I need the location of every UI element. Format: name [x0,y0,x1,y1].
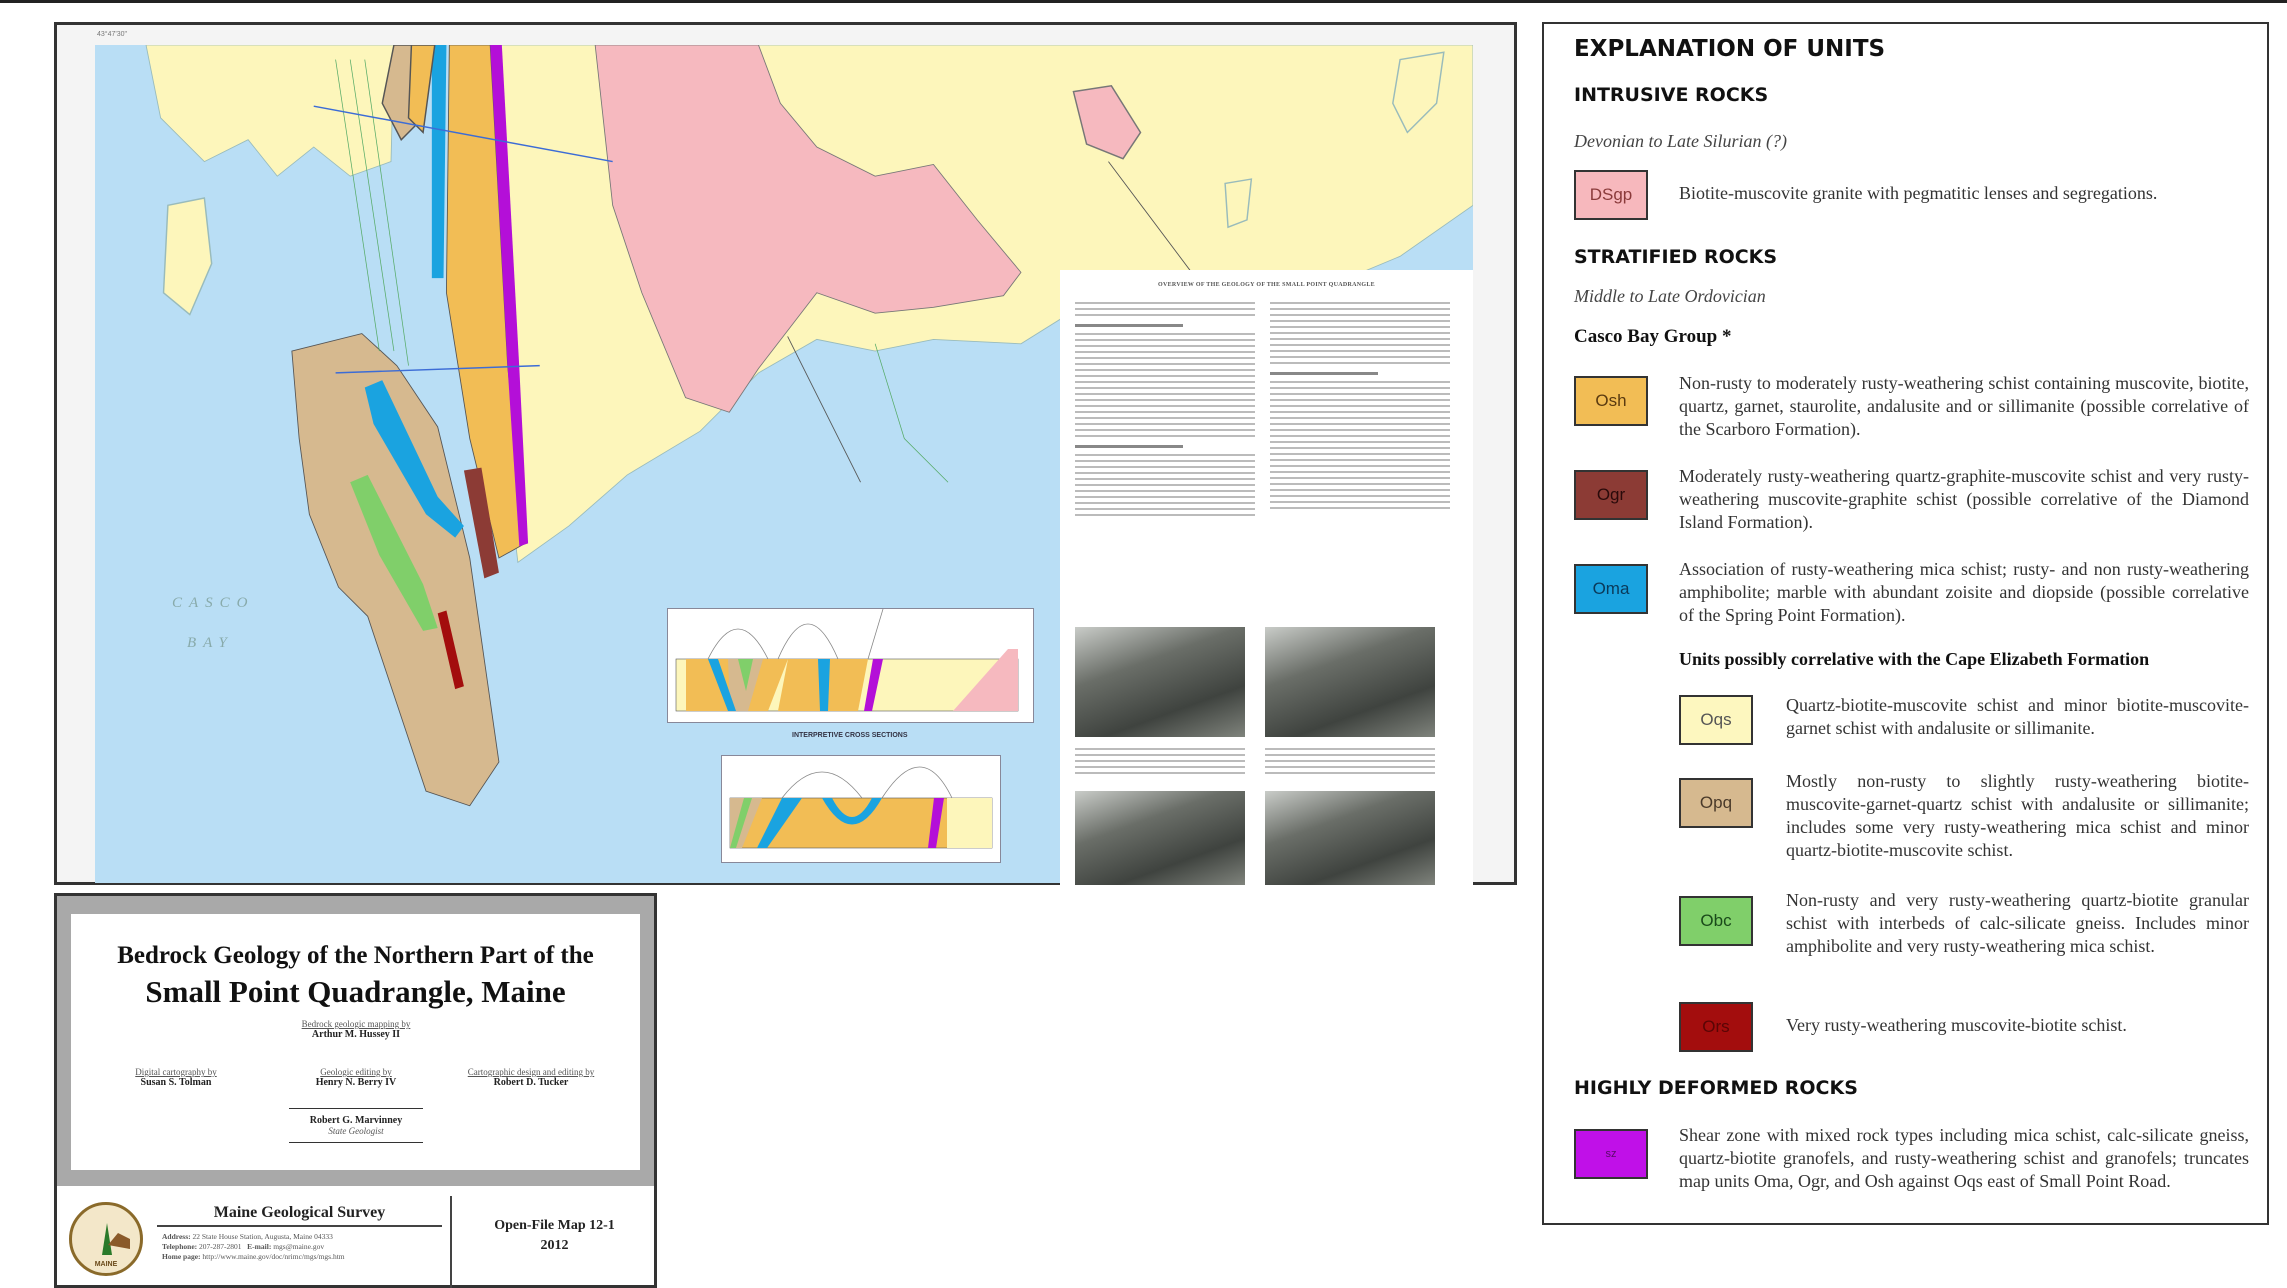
telephone-label: Telephone: [162,1242,198,1251]
swatch-ogr: Ogr [1574,470,1648,520]
explanation-of-units [1542,22,2269,1225]
unit-description-ors: Very rusty-weathering muscovite-biotite schist. [1786,1015,2127,1035]
text-column-left [1075,298,1255,520]
island [1225,179,1251,227]
stratified-heading: STRATIFIED ROCKS [1574,246,1778,268]
credit-name: Robert D. Tucker [493,1077,569,1088]
unit-description-ogr: Moderately rusty-weathering quartz-graphite-muscovite schist and very rusty-weathering muscovite-graphite schist (possible correlative of the Diamond Island Formation). [1679,466,2249,532]
bay-label: BAY [187,635,234,651]
intrusive-age: Devonian to Late Silurian (?) [1574,131,1787,151]
swatch-ors: Ors [1679,1002,1753,1052]
swatch-obc: Obc [1679,896,1753,946]
email-label: E-mail: [247,1242,272,1251]
geologist-name: Robert G. Marvinney [309,1115,403,1126]
agency-contact [162,1232,345,1262]
outcrop-photo-3[interactable] [1075,791,1245,885]
coordinate-tick: 43°47'30" [97,31,127,38]
stratified-age: Middle to Late Ordovician [1574,286,1766,306]
unit-description-osh: Non-rusty to moderately rusty-weathering schist containing muscovite, biotite, quartz, garnet, staurolite, andalusite and or sillimanite (possible correlative of the Scarboro Formation). [1679,373,2249,439]
swatch-oma: Oma [1574,564,1648,614]
credit-name: Arthur M. Hussey II [311,1029,401,1040]
credit-role: Cartographic design and editing by [467,1067,595,1077]
overview-panel [1060,270,1473,885]
swatch-dsgp: DSgp [1574,170,1648,220]
telephone: 207-287-2801 [199,1242,242,1251]
credit-role: Geologic editing by [320,1067,392,1077]
state-geologist [289,1108,423,1143]
map-year: 2012 [540,1238,569,1253]
homepage-link[interactable]: http://www.maine.gov/doc/nrimc/mgs/mgs.htm [202,1252,345,1261]
cross-section-diagram [722,756,1000,862]
email-link[interactable]: mgs@maine.gov [273,1242,325,1251]
cross-sections-label: INTERPRETIVE CROSS SECTIONS [792,732,908,739]
seal-icon [72,1205,140,1273]
map-title-line2: Small Point Quadrangle, Maine [145,974,566,1009]
top-border [0,0,2287,3]
credit-name: Henry N. Berry IV [315,1077,397,1088]
outcrop-photo-4[interactable] [1265,791,1435,885]
credit-editing [271,1067,441,1088]
credit-cartography [91,1067,261,1088]
cross-section-a[interactable] [667,608,1034,723]
cape-elizabeth-heading: Units possibly correlative with the Cape Elizabeth Formation [1679,649,2150,669]
cross-section-b[interactable] [721,755,1001,863]
geologic-map[interactable] [54,22,1517,885]
swatch-osh: Osh [1574,376,1648,426]
overview-title: OVERVIEW OF THE GEOLOGY OF THE SMALL POINT QUADRANGLE [1158,282,1375,288]
credit-design [431,1067,631,1088]
address-label: Address: [162,1232,191,1241]
credit-role: Bedrock geologic mapping by [301,1019,411,1029]
unit-description-sz: Shear zone with mixed rock types including mica schist, calc-silicate gneiss, quartz-biotite granofels, and rusty-weathering schist and granofels; truncates map units Oma, Ogr, and Osh against Oqs east of Small Point Road. [1679,1125,2249,1191]
unit-description-opq: Mostly non-rusty to slightly rusty-weathering biotite-muscovite-garnet-quartz schist with andalusite or sillimanite; includes some very rusty-weathering mica schist and minor quartz-biotite-muscovite schist. [1786,771,2249,860]
outcrop-photo-1[interactable] [1075,627,1245,737]
homepage-label: Home page: [162,1252,201,1261]
credit-name: Susan S. Tolman [140,1077,212,1088]
text-column-right [1270,298,1450,513]
seal-state: MAINE [94,1261,118,1268]
unit-description-obc: Non-rusty and very rusty-weathering quartz-biotite granular schist with interbeds of calc-silicate gneiss. Includes minor amphibolite and very rusty-weathering mica schist. [1786,890,2249,956]
photo-caption [1075,744,1245,778]
unit-description-oqs: Quartz-biotite-muscovite schist and minor biotite-muscovite-garnet schist with andalusite or sillimanite. [1786,695,2249,738]
map-title-line1: Bedrock Geology of the Northern Part of the [117,942,594,969]
department-seal-logo [69,1202,143,1276]
casco-bay-group: Casco Bay Group * [1574,326,1732,347]
casco-label: CASCO [172,595,255,611]
unit-description-oma: Association of rusty-weathering mica schist; rusty- and non rusty-weathering amphibolite; marble with abundant zoisite and diopside (possible correlative of the Spring Point Formation). [1679,559,2249,625]
photo-caption [1265,744,1435,778]
deformed-heading: HIGHLY DEFORMED ROCKS [1574,1077,1858,1099]
divider [450,1196,452,1288]
map-number: Open-File Map 12-1 [494,1218,615,1233]
swatch-opq: Opq [1679,778,1753,828]
title-frame [57,896,654,1186]
outcrop-photo-2[interactable] [1265,627,1435,737]
agency-block [57,1196,654,1288]
credit-role: Digital cartography by [135,1067,217,1077]
unit-description-dsgp: Biotite-muscovite granite with pegmatitic lenses and segregations. [1679,183,2158,203]
title-block [54,893,657,1288]
title-panel [71,914,640,1170]
cross-section-diagram [668,609,1033,722]
geologist-title: State Geologist [328,1126,384,1136]
agency-name: Maine Geological Survey [157,1204,442,1227]
credit-mapping [271,1019,441,1040]
intrusive-heading: INTRUSIVE ROCKS [1574,84,1769,106]
swatch-oqs: Oqs [1679,695,1753,745]
address: 22 State House Station, Augusta, Maine 04333 [192,1232,333,1241]
legend-title: EXPLANATION OF UNITS [1574,36,1886,62]
map-number-block [455,1216,654,1256]
swatch-sz: sz [1574,1129,1648,1179]
